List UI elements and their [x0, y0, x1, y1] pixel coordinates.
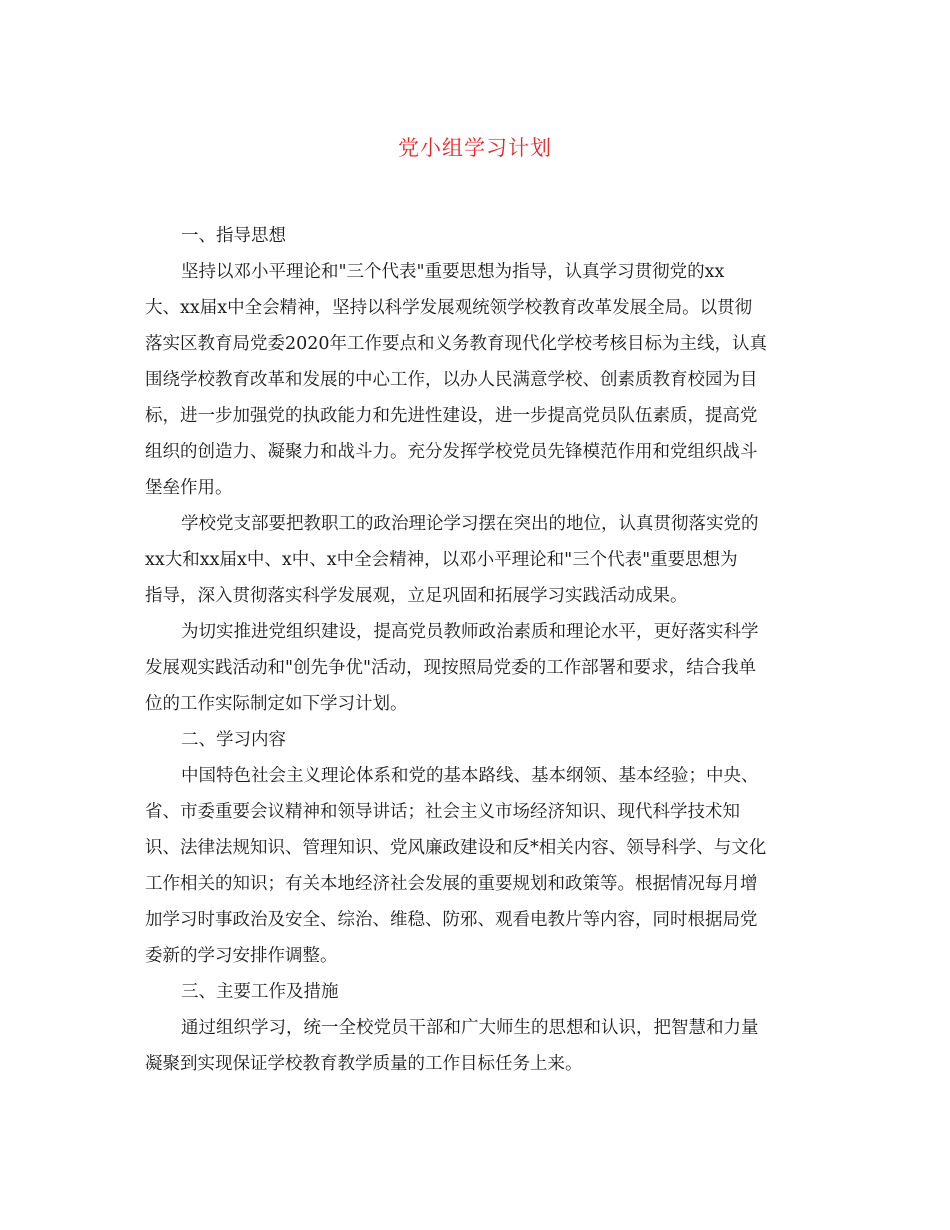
document-body — [145, 218, 810, 1082]
text-line: 指导，深入贯彻落实科学发展观，立足巩固和拓展学习实践活动成果。 — [145, 586, 688, 606]
text-line: xx大和xx届x中、x中、x中全会精神，以邓小平理论和"三个代表"重要思想为 — [145, 550, 738, 570]
text-line: 通过组织学习，统一全校党员干部和广大师生的思想和认识，把智慧和力量 — [181, 1018, 759, 1038]
text-line: 一、指导思想 — [181, 226, 286, 246]
text-line: 加学习时事政治及安全、综治、维稳、防邪、观看电教片等内容，同时根据局党 — [145, 910, 758, 930]
text-line: 委新的学习安排作调整。 — [145, 946, 338, 966]
document-title: 党小组学习计划 — [398, 136, 552, 160]
text-line: 标，进一步加强党的执政能力和先进性建设，进一步提高党员队伍素质，提高党 — [145, 406, 758, 426]
text-line: 工作相关的知识；有关本地经济社会发展的重要规划和政策等。根据情况每月增 — [145, 874, 758, 894]
text-line: 大、xx届x中全会精神，坚持以科学发展观统领学校教育改革发展全局。以贯彻 — [145, 298, 753, 318]
text-line: 落实区教育局党委2020年工作要点和义务教育现代化学校考核目标为主线，认真 — [145, 334, 768, 354]
text-line: 三、主要工作及措施 — [181, 982, 339, 1002]
text-line: 学校党支部要把教职工的政治理论学习摆在突出的地位，认真贯彻落实党的 — [181, 514, 759, 534]
text-line: 组织的创造力、凝聚力和战斗力。充分发挥学校党员先锋模范作用和党组织战斗 — [145, 442, 758, 462]
text-line: 省、市委重要会议精神和领导讲话；社会主义市场经济知识、现代科学技术知 — [145, 802, 740, 822]
text-line: 中国特色社会主义理论体系和党的基本路线、基本纲领、基本经验；中央、 — [181, 766, 759, 786]
text-line: 发展观实践活动和"创先争优"活动，现按照局党委的工作部署和要求，结合我单 — [145, 658, 757, 678]
text-line: 坚持以邓小平理论和"三个代表"重要思想为指导，认真学习贯彻党的xx — [181, 262, 725, 282]
text-line: 为切实推进党组织建设，提高党员教师政治素质和理论水平，更好落实科学 — [181, 622, 759, 642]
text-line: 二、学习内容 — [181, 730, 286, 750]
text-line: 凝聚到实现保证学校教育教学质量的工作目标任务上来。 — [145, 1054, 583, 1074]
text-line: 位的工作实际制定如下学习计划。 — [145, 694, 408, 714]
text-line: 围绕学校教育改革和发展的中心工作，以办人民满意学校、创素质教育校园为目 — [145, 370, 758, 390]
text-line: 堡垒作用。 — [145, 478, 233, 498]
text-line: 识、法律法规知识、管理知识、党风廉政建设和反*相关内容、领导科学、与文化 — [145, 838, 767, 858]
